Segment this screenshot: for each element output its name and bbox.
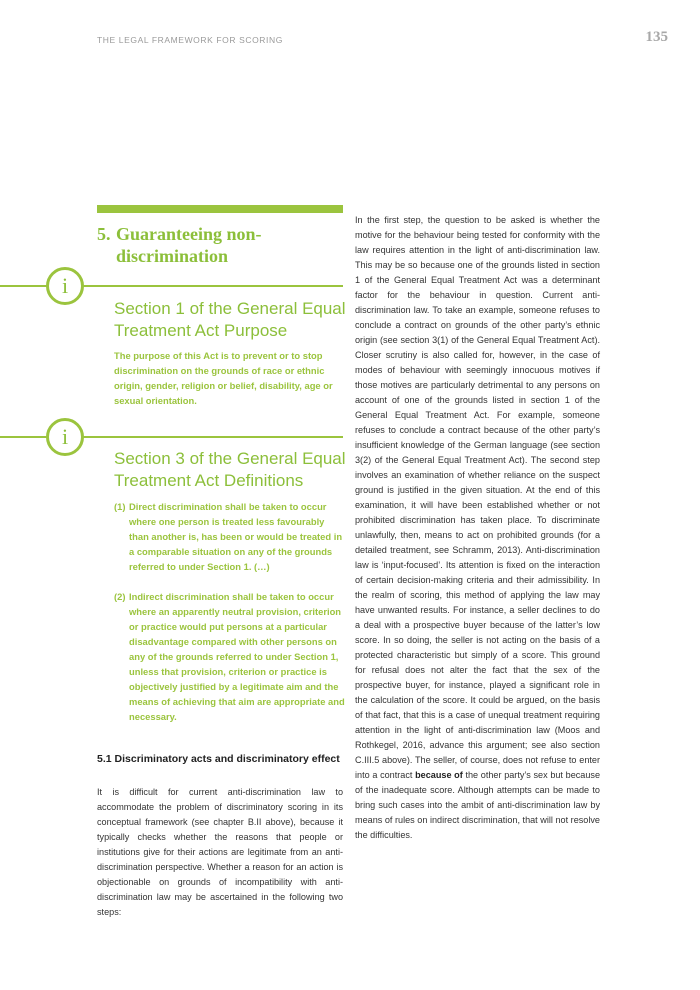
definition-number: (1)	[114, 501, 126, 512]
definition-number: (2)	[114, 591, 126, 602]
info-box-1-text: The purpose of this Act is to prevent or to stop discrimination on the grounds of race or ethnic origin, gender, religion or belief, disability, age or sexual orientation.	[114, 350, 333, 406]
emphasis-because-of: because of	[415, 770, 463, 780]
subsection-paragraph: It is difficult for current anti-discrimination law to accommodate the problem of discriminatory scoring in its conceptual framework (see chapter B.II above), because it typically checks whether the reasons that people or institutions give for their actions are legitimate from an anti-discrimination perspective. Whether a reason for an action is objectionable on grounds of incompatibility with anti-discrimination law may be ascertained in the following two steps:	[97, 787, 343, 917]
info-icon: i	[46, 418, 84, 456]
chapter-accent-bar	[97, 205, 343, 213]
definition-text: Direct discrimination shall be taken to occur where one person is treated less favourably than another is, has been or would be treated in a comparable situation on any of the grounds referred to under Section 1. (…)	[129, 501, 343, 572]
definition-text: Indirect discrimination shall be taken to occur where an apparently neutral provision, criterion or practice would put persons at a particular disadvantage compared with other persons on any of the grounds referred to under Section 1, unless that provision, criterion or practice is objectively justified by a legitimate aim and the means of achieving that aim are appropriate and necessary.	[129, 591, 345, 722]
page-number: 135	[645, 29, 668, 45]
chapter-title-line1: Guaranteeing non-	[116, 224, 262, 244]
running-head: THE LEGAL FRAMEWORK FOR SCORING	[97, 35, 283, 45]
chapter-number: 5.	[97, 224, 111, 244]
info-box-2-title: Section 3 of the General Equal Treatment Act Definitions	[114, 449, 346, 490]
chapter-title-line2: discrimination	[116, 246, 229, 266]
info-box-1-title: Section 1 of the General Equal Treatment Act Purpose	[114, 299, 346, 340]
right-column-paragraph	[355, 213, 600, 843]
definition-item	[114, 499, 346, 574]
body-text-part: In the first step, the question to be asked is whether the motive for the behaviour being tested for conformity with the law requires attention in the light of anti-discrimination law. This may be so because one of the grounds listed in section 1 of the General Equal Treatment Act was a determinant factor for the behaviour in question. Current anti-discrimination law. To take an example, someone refuses to conclude a contract on grounds of the other party’s ethnic origin (see section 3(1) of the General Equal Treatment Act). Closer scrutiny is also called for, however, in the case of modes of behaviour with seemingly innocuous motives if those motives are particularly detrimental to any persons on account of one of the grounds listed in section 1 of the General Equal Treatment Act. For example, someone refuses to conclude a contract because of the other party’s insufficient knowledge of the German language (see section 3(2) of the General Equal Treatment Act). The second step involves an examination of whether reliance on the suspect ground is justified in the given situation. At the end of this examination, it will have been established whether or not prohibited discrimination has taken place. To discriminate unlawfully, then, means to act on prohibited grounds (for a detailed treatment, see Schramm, 2013). Anti-discrimination law is ‘input-focused’. Its attention is fixed on the interaction of certain decision-making criteria and their admissibility. In the realm of scoring, this method of applying the law may have unwanted results. For instance, a seller declines to do a deal with a prospective buyer because of the latter’s low score. In so doing, the seller is not acting on the basis of a protected characteristic but simply of a score. This ground for refusal does not alter the fact that the sex of the prospective buyer, for instance, played a significant role in the calculation of the score. It could be argued, on the basis of that fact, that this is a case of unequal treatment requiring attention in the light of anti-discrimination law (Moos and Rothkegel, 2016, advance this argument; see also section C.III.5 above). The seller, of course, does not refuse to enter into a contract	[355, 215, 600, 780]
definition-item	[114, 589, 346, 724]
body-text-part: the other party’s sex but because of the inadequate score. Although attempts can be made to bring such cases into the ambit of anti-discrimination law by means of rules on indirect discrimination, that will not resolve the difficulties.	[355, 770, 601, 840]
subsection-heading: 5.1 Discriminatory acts and discriminatory effect	[97, 753, 340, 765]
chapter-heading	[97, 223, 337, 267]
info-icon: i	[46, 267, 84, 305]
